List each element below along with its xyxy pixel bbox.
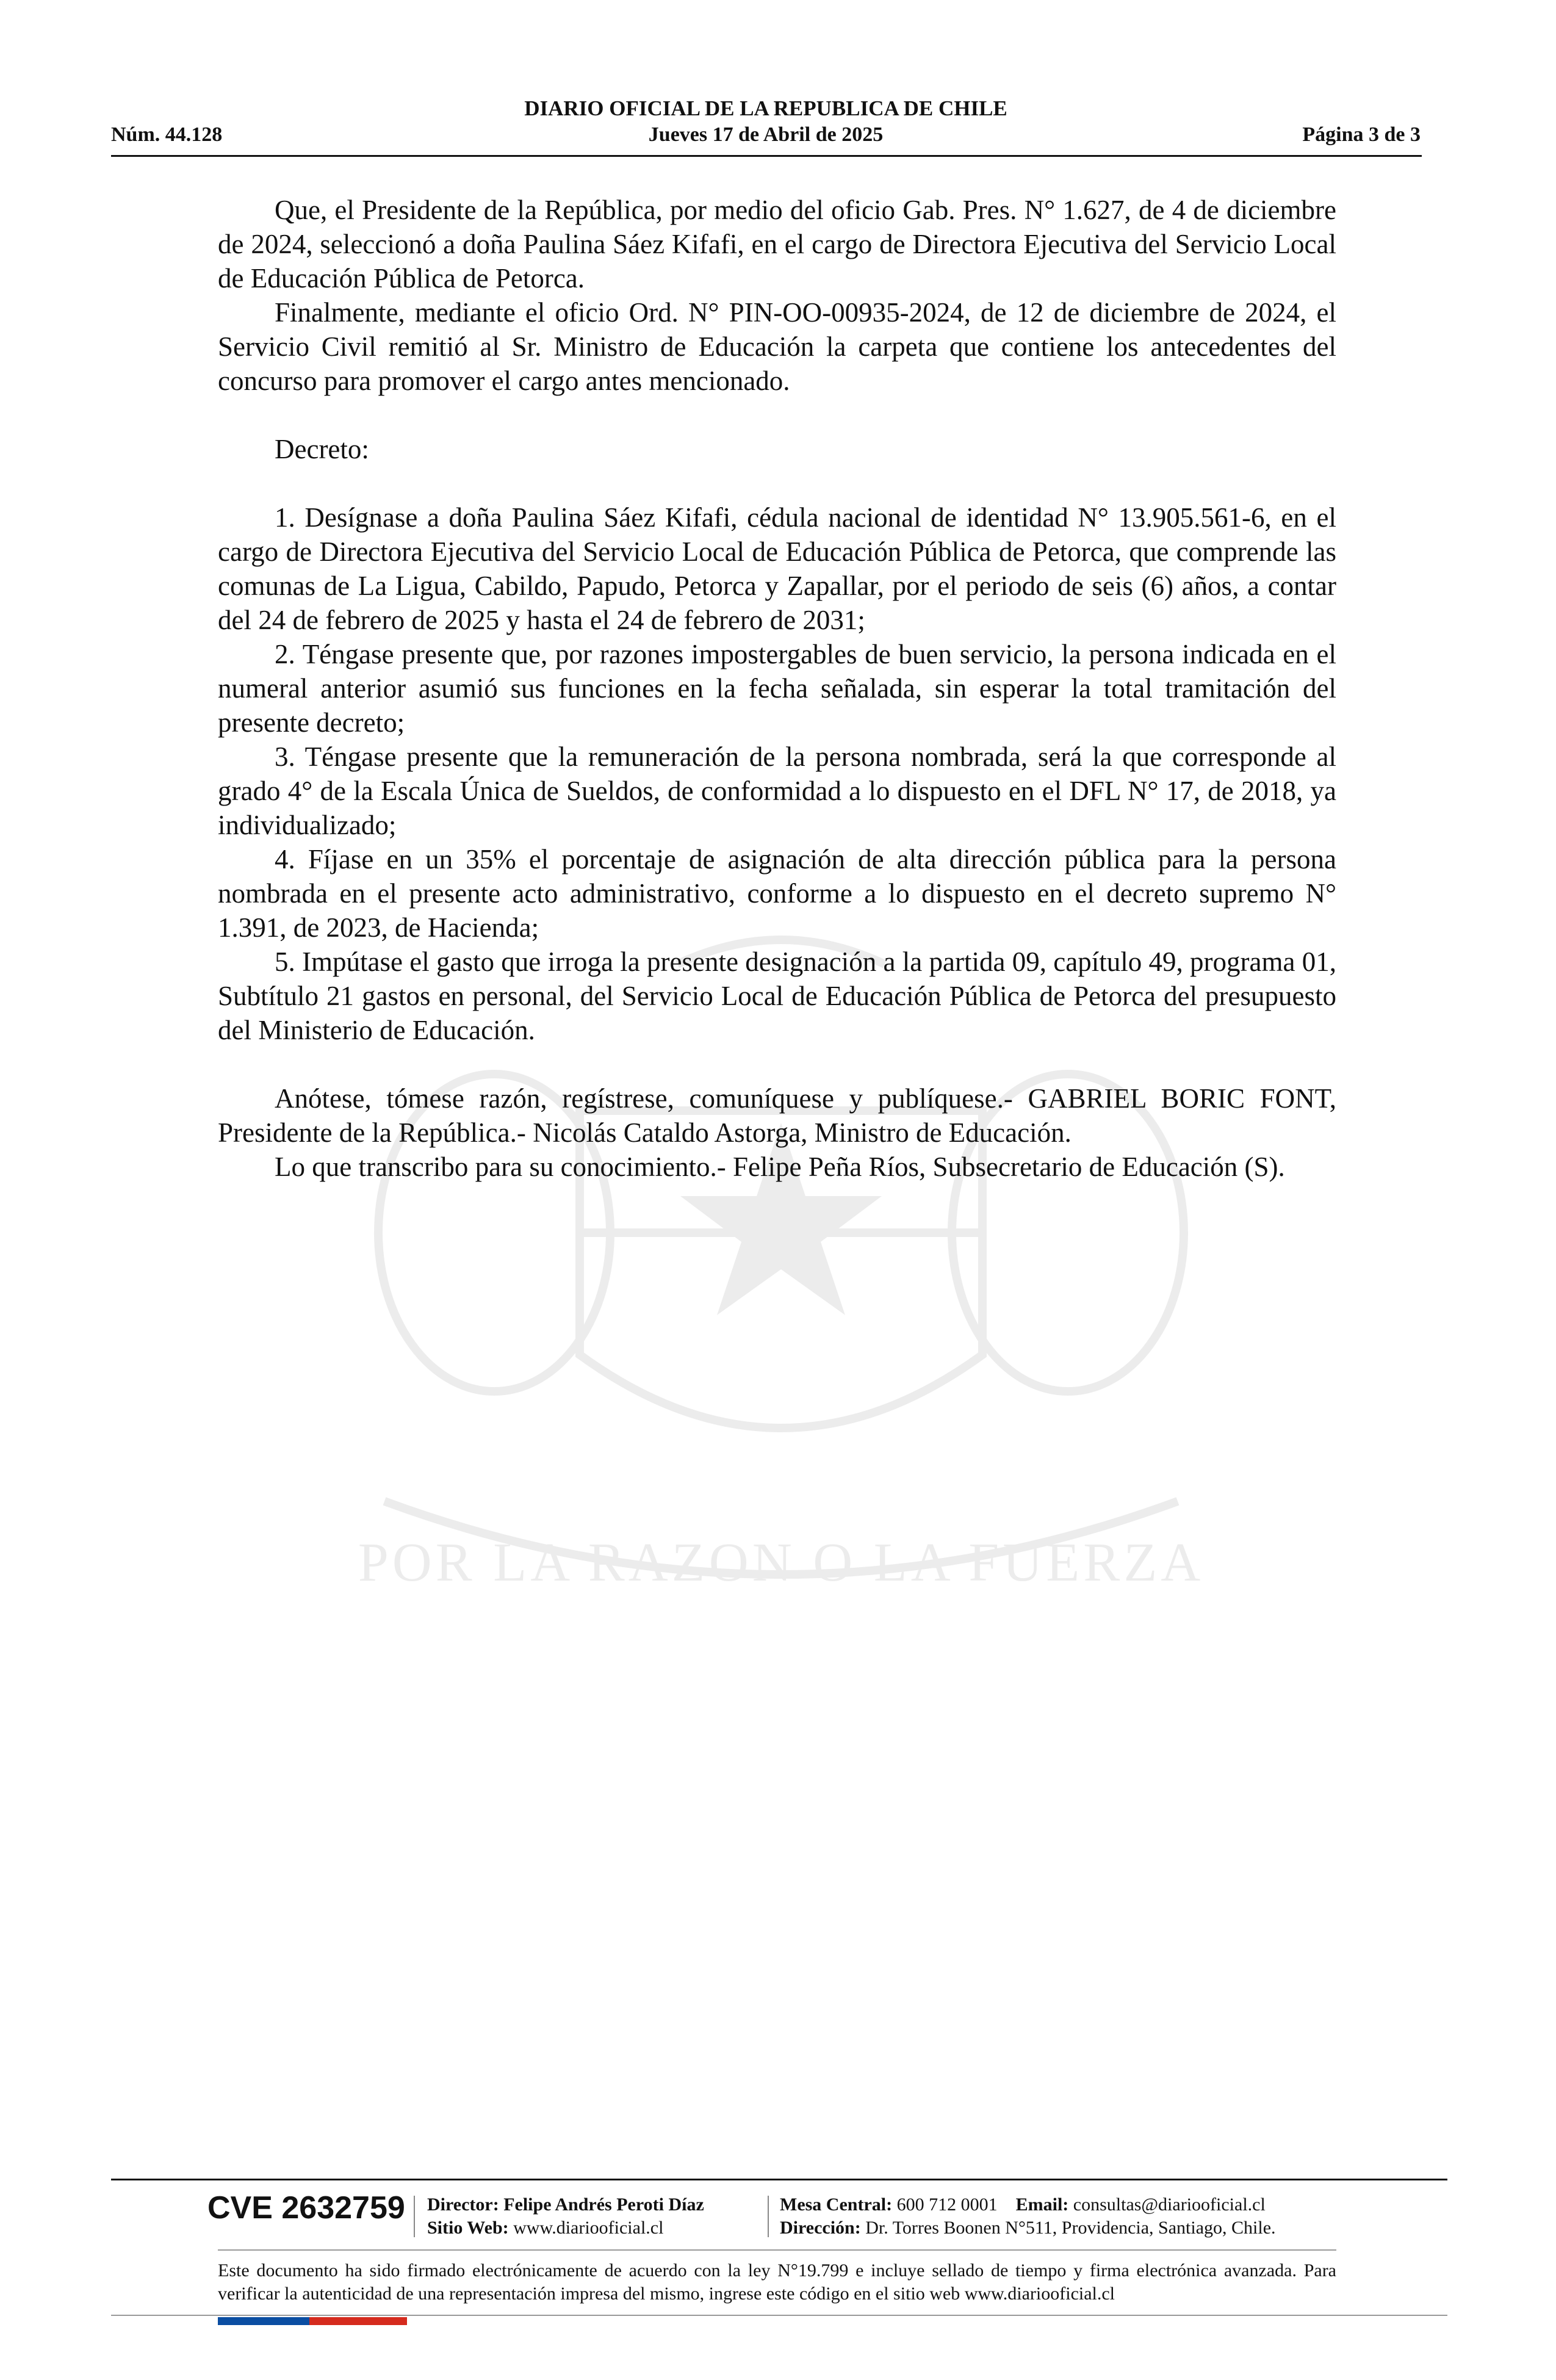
footer-divider-bottom [111, 2315, 1447, 2316]
site-label: Sitio Web: [427, 2218, 509, 2238]
director-label: Director: [427, 2194, 499, 2215]
footer-divider-top [111, 2179, 1447, 2180]
director-info [427, 2193, 704, 2240]
footer-separator [414, 2196, 415, 2237]
email-label: Email: [1015, 2194, 1069, 2215]
transcription-line: Lo que transcribo para su conocimiento.- Felipe Peña Ríos, Subsecretario de Educación (S). [275, 1152, 1285, 1182]
newspaper-title: DIARIO OFICIAL DE LA REPUBLICA DE CHILE [524, 96, 1007, 120]
paragraph-seleccion: Que, el Presidente de la República, por medio del oficio Gab. Pres. N° 1.627, de 4 de diciembre de 2024, seleccionó a doña Paulina Sáez Kifafi, en el cargo de Directora Ejecutiva del Servicio Local de Educación Pública de Petorca. [218, 195, 1336, 294]
document-body [218, 193, 1336, 1184]
legal-notice: Este documento ha sido firmado electrónicamente de acuerdo con la ley N°19.799 e incluye sellado de tiempo y firma electrónica avanzada. Para verificar la autenticidad de una representación impresa del mismo, ingrese este código en el sitio web www.diariooficial.cl [218, 2260, 1336, 2304]
footer-separator [768, 2196, 769, 2237]
site-link[interactable]: www.diariooficial.cl [513, 2218, 664, 2238]
page-indicator: Página 3 de 3 [1302, 123, 1421, 146]
article-5: 5. Impútase el gasto que irroga la presente designación a la partida 09, capítulo 49, programa 01, Subtítulo 21 gastos en personal, del Servicio Local de Educación Pública de Petorca del presupuesto del Ministerio de Educación. [218, 947, 1336, 1045]
flag-stripe-blue [218, 2317, 309, 2325]
motto-text: POR LA RAZON O LA FUERZA [358, 1532, 1205, 1593]
flag-stripe-red [309, 2317, 407, 2325]
article-1: 1. Desígnase a doña Paulina Sáez Kifafi, cédula nacional de identidad N° 13.905.561-6, en el cargo de Directora Ejecutiva del Servicio Local de Educación Pública de Petorca, que comprende las comunas de La Ligua, Cabildo, Papudo, Petorca y Zapallar, por el periodo de seis (6) años, a contar del 24 de febrero de 2025 y hasta el 24 de febrero de 2031; [218, 502, 1336, 635]
cve-code: CVE 2632759 [207, 2190, 405, 2226]
decreto-heading: Decreto: [275, 434, 369, 464]
article-2: 2. Téngase presente que, por razones impostergables de buen servicio, la persona indicada en el numeral anterior asumió sus funciones en la fecha señalada, sin esperar la total tramitación del presente decreto; [218, 639, 1336, 738]
paragraph-finalmente: Finalmente, mediante el oficio Ord. N° PIN-OO-00935-2024, de 12 de diciembre de 2024, el Servicio Civil remitió al Sr. Ministro de Educación la carpeta que contiene los antecedentes del concurso para promover el cargo antes mencionado. [218, 297, 1336, 396]
footer-divider-mid [218, 2249, 1336, 2251]
header-divider [111, 155, 1422, 157]
address-label: Dirección: [780, 2218, 861, 2238]
address-value: Dr. Torres Boonen N°511, Providencia, Santiago, Chile. [865, 2218, 1276, 2238]
article-3: 3. Téngase presente que la remuneración de la persona nombrada, será la que corresponde al grado 4° de la Escala Única de Sueldos, de conformidad a lo dispuesto en el DFL N° 17, de 2018, ya individualizado; [218, 741, 1336, 840]
email-link[interactable]: consultas@diariooficial.cl [1073, 2194, 1266, 2215]
mesa-value: 600 712 0001 [896, 2194, 998, 2215]
closing-formula: Anótese, tómese razón, regístrese, comuníquese y publíquese.- GABRIEL BORIC FONT, Presidente de la República.- Nicolás Cataldo Astorga, Ministro de Educación. [218, 1083, 1336, 1148]
contact-info [780, 2193, 1276, 2240]
mesa-label: Mesa Central: [780, 2194, 893, 2215]
director-name: Felipe Andrés Peroti Díaz [503, 2194, 704, 2215]
issue-date: Jueves 17 de Abril de 2025 [648, 123, 884, 146]
issue-number: Núm. 44.128 [111, 123, 223, 146]
article-4: 4. Fíjase en un 35% el porcentaje de asignación de alta dirección pública para la persona nombrada en el presente acto administrativo, conforme a lo dispuesto en el decreto supremo N° 1.391, de 2023, de Hacienda; [218, 844, 1336, 943]
